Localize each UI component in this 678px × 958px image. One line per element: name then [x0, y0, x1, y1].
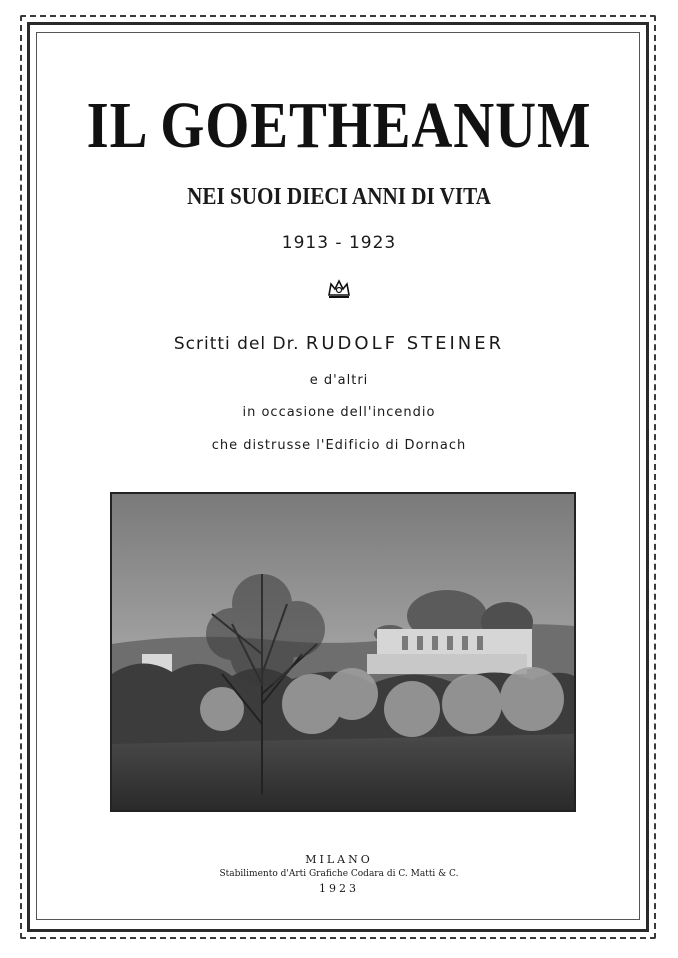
crown-ornament-icon: [326, 278, 352, 300]
and-others-line: e d'altri: [309, 373, 369, 388]
publisher-city: MILANO: [305, 853, 373, 866]
destroyed-line: che distrusse l'Edificio di Dornach: [211, 438, 467, 453]
authors-prefix: Scritti del Dr.: [173, 334, 306, 354]
occasion-line: in occasione dell'incendio: [242, 405, 436, 420]
authors-line: [0, 332, 678, 356]
author-name: RUDOLF STEINER: [305, 333, 505, 354]
book-title: IL GOETHEANUM: [86, 89, 592, 162]
goetheanum-photo: [110, 492, 576, 812]
year-range: 1913 - 1923: [281, 233, 397, 253]
book-subtitle: NEI SUOI DIECI ANNI DI VITA: [187, 184, 491, 210]
publication-year: 1923: [319, 882, 359, 895]
printer-name: Stabilimento d'Arti Grafiche Codara di C. Matti & C.: [219, 869, 459, 879]
